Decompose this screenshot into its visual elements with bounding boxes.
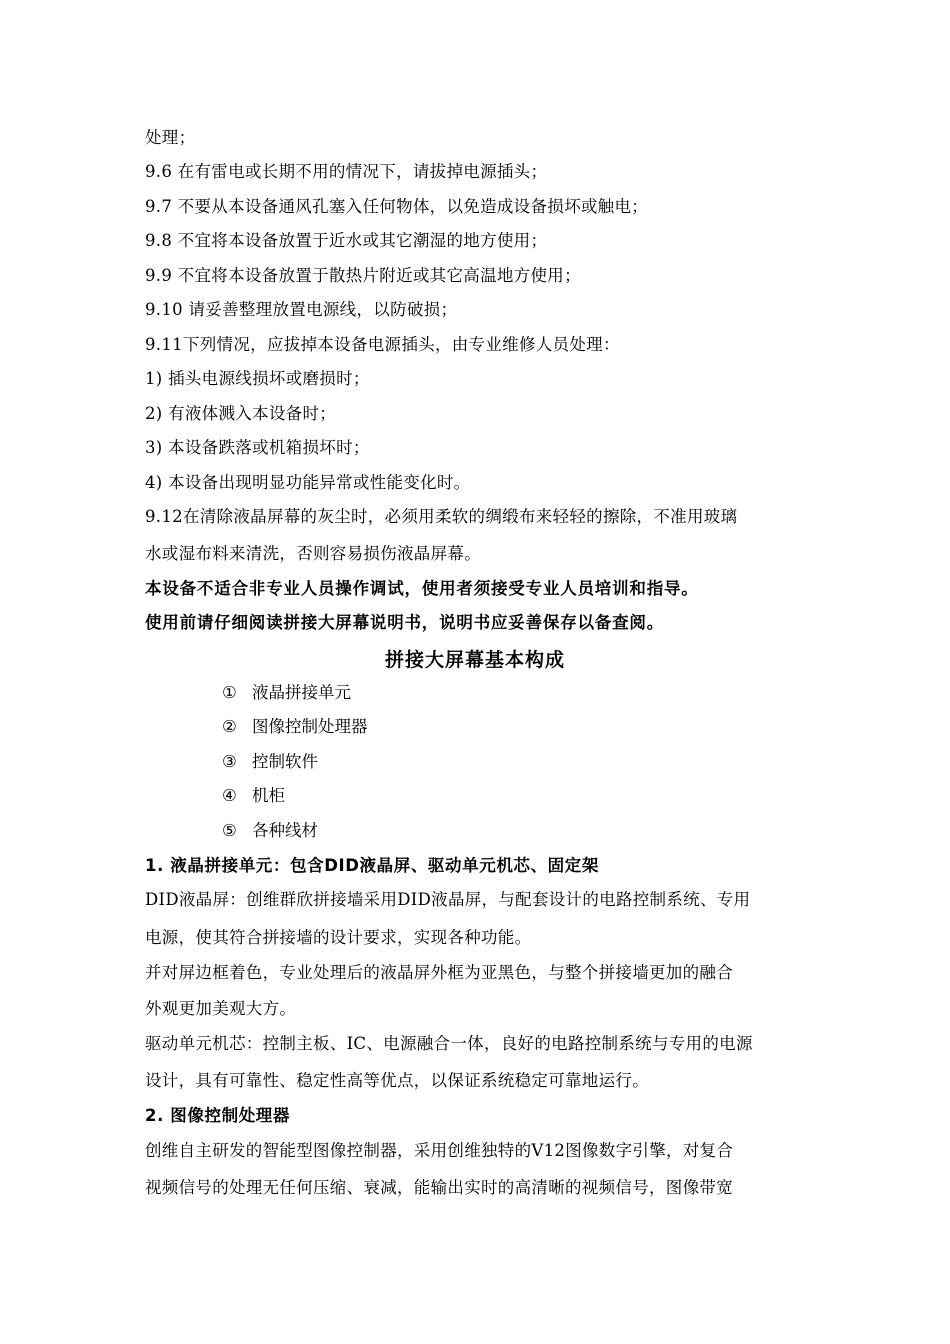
text-line: 9.7 不要从本设备通风孔塞入任何物体，以免造成设备损坏或触电；: [145, 197, 649, 216]
body-line: 设计，具有可靠性、稳定性高等优点，以保证系统稳定可靠地运行。: [145, 1071, 649, 1090]
component-label: 各种线材: [252, 821, 318, 840]
text-line: 4) 本设备出现明显功能异常或性能变化时。: [145, 473, 471, 492]
component-number: ③: [222, 752, 237, 771]
component-number: ④: [222, 786, 237, 805]
component-label: 机柜: [252, 786, 285, 805]
warning-line: 本设备不适合非专业人员操作调试，使用者须接受专业人员培训和指导。: [145, 579, 699, 598]
text-line: 9.6 在有雷电或长期不用的情况下，请拔掉电源插头；: [145, 162, 548, 181]
text-line: 1) 插头电源线损坏或磨损时；: [145, 369, 370, 388]
text-line: 2) 有液体溅入本设备时；: [145, 404, 337, 423]
text-line: 9.12在清除液晶屏幕的灰尘时，必须用柔软的绸缎布来轻轻的擦除，不准用玻璃: [145, 507, 738, 526]
text-line: 9.9 不宜将本设备放置于散热片附近或其它高温地方使用；: [145, 266, 581, 285]
section-title: 拼接大屏幕基本构成: [384, 649, 565, 671]
component-label: 液晶拼接单元: [252, 683, 351, 702]
warning-line: 使用前请仔细阅读拼接大屏幕说明书，说明书应妥善保存以备查阅。: [145, 613, 664, 632]
component-item: [222, 820, 318, 842]
component-number: ⑤: [222, 821, 237, 840]
body-line: 并对屏边框着色，专业处理后的液晶屏外框为亚黑色，与整个拼接墙更加的融合: [145, 963, 733, 982]
body-line: 创维自主研发的智能型图像控制器，采用创维独特的V12图像数字引擎，对复合: [145, 1141, 734, 1160]
body-line: 电源，使其符合拼接墙的设计要求，实现各种功能。: [145, 928, 532, 947]
body-line: 驱动单元机芯：控制主板、IC、电源融合一体，良好的电路控制系统与专用的电源: [145, 1034, 753, 1053]
component-number: ①: [222, 683, 237, 702]
component-item: [222, 785, 285, 807]
component-item: [222, 716, 368, 738]
text-line: 9.10 请妥善整理放置电源线，以防破损；: [145, 300, 458, 319]
text-line: 9.11下列情况，应拔掉本设备电源插头，由专业维修人员处理：: [145, 335, 620, 354]
component-label: 控制软件: [252, 752, 318, 771]
body-line: DID液晶屏：创维群欣拼接墙采用DID液晶屏，与配套设计的电路控制系统、专用: [145, 890, 751, 909]
heading-lcd-unit: 1. 液晶拼接单元：包含DID液晶屏、驱动单元机芯、固定架: [145, 856, 599, 875]
component-item: [222, 751, 318, 773]
text-line: 3) 本设备跌落或机箱损坏时；: [145, 438, 370, 457]
text-line: 处理；: [145, 128, 196, 147]
body-line: 视频信号的处理无任何压缩、衰减，能输出实时的高清晰的视频信号，图像带宽: [145, 1178, 733, 1197]
heading-image-processor: 2. 图像控制处理器: [145, 1106, 290, 1125]
text-line: 水或湿布料来清洗，否则容易损伤液晶屏幕。: [145, 544, 481, 563]
component-label: 图像控制处理器: [252, 717, 368, 736]
component-number: ②: [222, 717, 237, 736]
body-line: 外观更加美观大方。: [145, 999, 297, 1018]
text-line: 9.8 不宜将本设备放置于近水或其它潮湿的地方使用；: [145, 231, 548, 250]
component-item: [222, 682, 351, 704]
